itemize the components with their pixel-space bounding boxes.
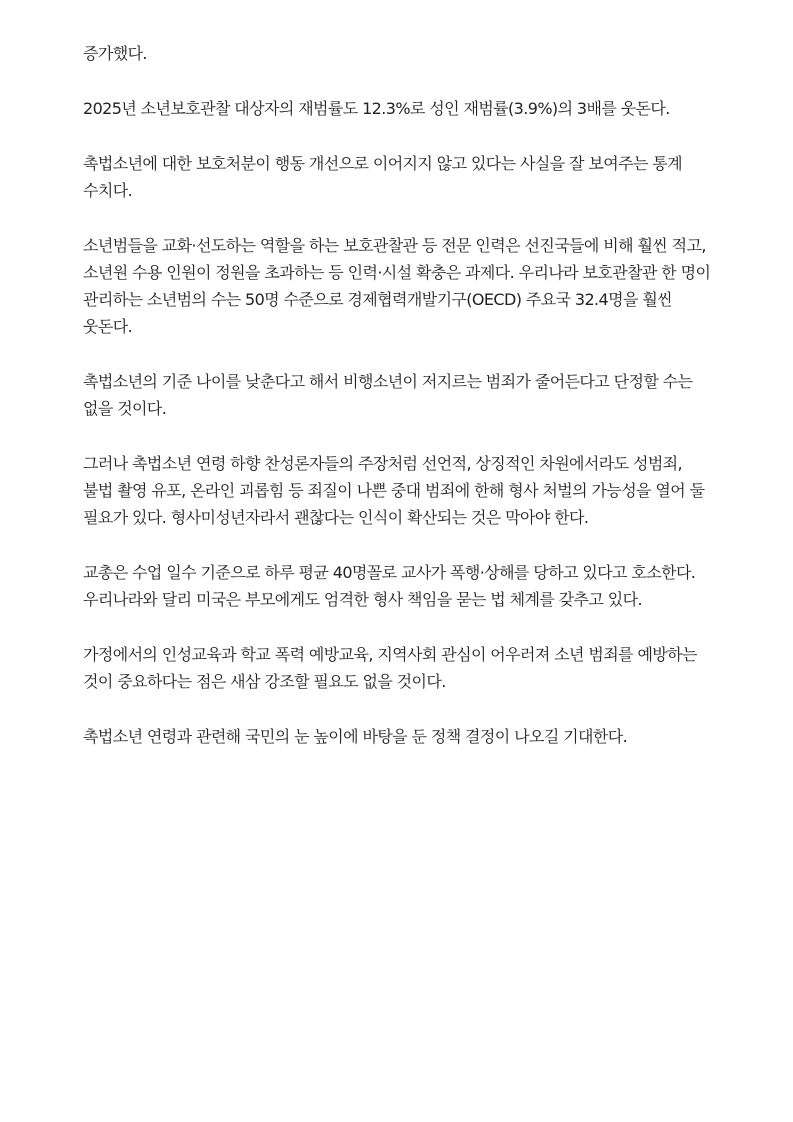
- paragraph-8: 가정에서의 인성교육과 학교 폭력 예방교육, 지역사회 관심이 어우러져 소년 범죄를 예방하는 것이 중요하다는 점은 새삼 강조할 필요도 없을 것이다.: [83, 645, 697, 691]
- paragraph-4: 소년범들을 교화·선도하는 역할을 하는 보호관찰관 등 전문 인력은 선진국들에 비해 훨씬 적고, 소년원 수용 인원이 정원을 초과하는 등 인력·시설 확충은 과제다. 우리나라 보호관찰관 한 명이 관리하는 소년범의 수는 50명 수준으로 경제협력개발기구(OECD) 주요국 32.4명을 훨씬 웃돈다.: [83, 236, 711, 336]
- paragraph-7: 교총은 수업 일수 기준으로 하루 평균 40명꼴로 교사가 폭행·상해를 당하고 있다고 호소한다. 우리나라와 달리 미국은 부모에게도 엄격한 형사 책임을 묻는 법 체계를 갖추고 있다.: [83, 563, 696, 609]
- paragraph-5: 촉법소년의 기준 나이를 낮춘다고 해서 비행소년이 저지르는 범죄가 줄어든다고 단정할 수는 없을 것이다.: [83, 372, 693, 418]
- paragraph-3: 촉법소년에 대한 보호처분이 행동 개선으로 이어지지 않고 있다는 사실을 잘 보여주는 통계 수치다.: [83, 154, 683, 200]
- article-body: [83, 40, 713, 778]
- paragraph-2: 2025년 소년보호관찰 대상자의 재범률도 12.3%로 성인 재범률(3.9%)의 3배를 웃돈다.: [83, 99, 670, 118]
- paragraph-1: 증가했다.: [83, 44, 147, 63]
- paragraph-9: 촉법소년 연령과 관련해 국민의 눈 높이에 바탕을 둔 정책 결정이 나오길 기대한다.: [83, 727, 628, 746]
- paragraph-6: 그러나 촉법소년 연령 하향 찬성론자들의 주장처럼 선언적, 상징적인 차원에서라도 성범죄, 불법 촬영 유포, 온라인 괴롭힘 등 죄질이 나쁜 중대 범죄에 한해 형사 처벌의 가능성을 열어 둘 필요가 있다. 형사미성년자라서 괜찮다는 인식이 확산되는 것은 막아야 한다.: [83, 454, 705, 527]
